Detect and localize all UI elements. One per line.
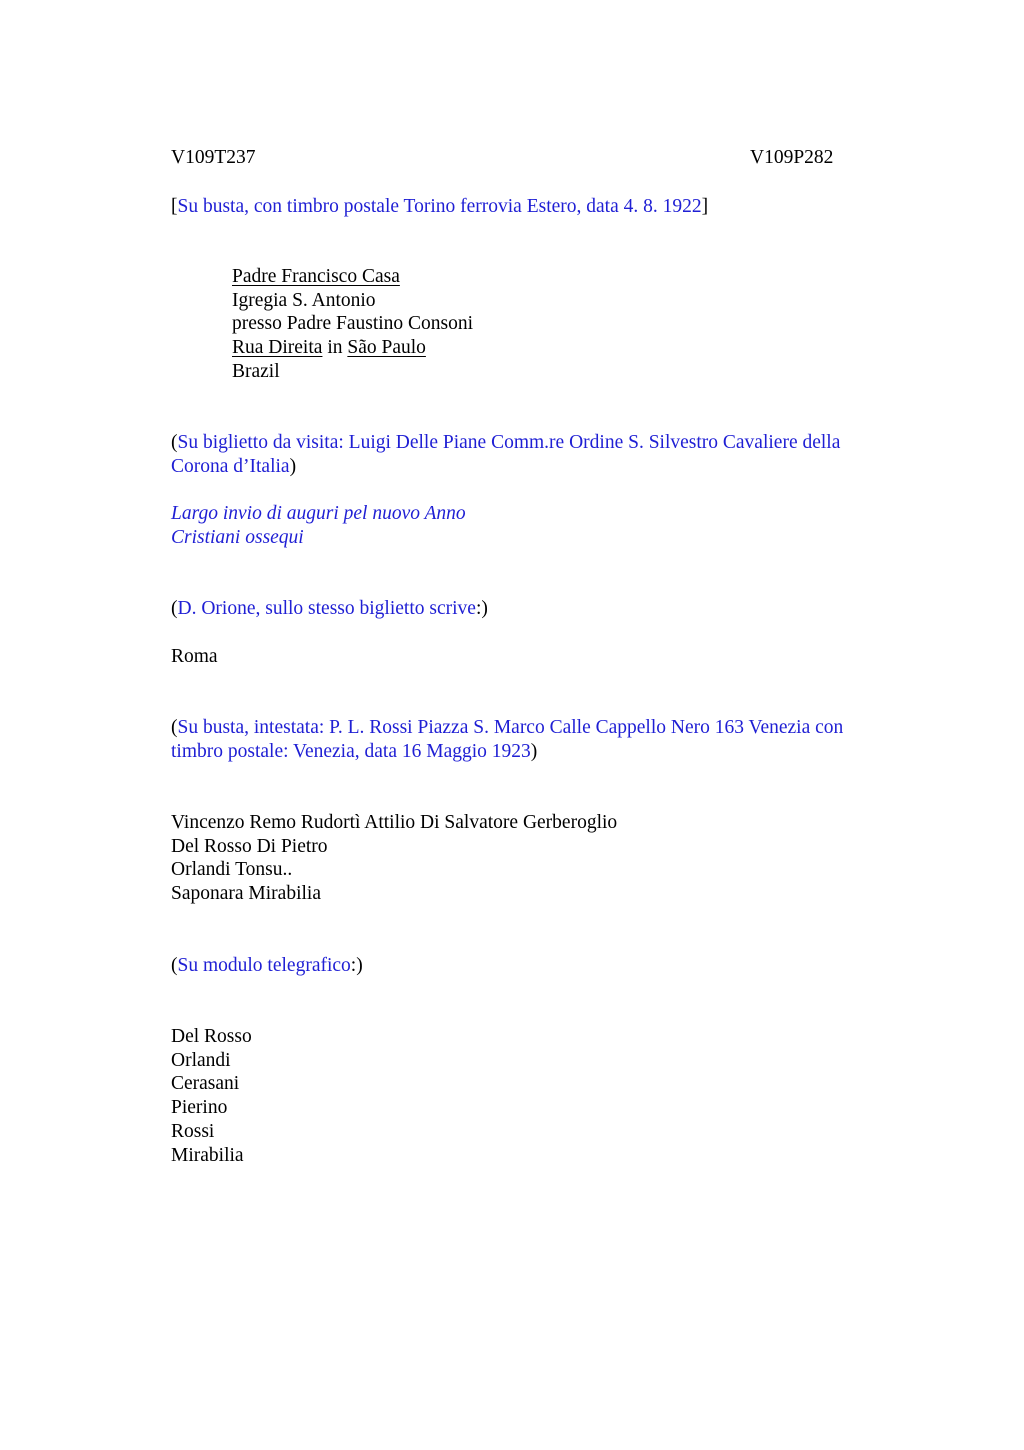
paren-close: :) <box>350 955 363 976</box>
list-item: Rossi <box>171 1120 215 1142</box>
document-code-right: V109P282 <box>750 147 834 168</box>
orione-note <box>171 597 488 621</box>
visiting-card-note-line-2: Corona d’Italia <box>171 455 290 477</box>
paren-open: ( <box>171 432 178 453</box>
list-item: Saponara Mirabilia <box>171 883 321 905</box>
list-item: Orlandi <box>171 1049 231 1071</box>
list-item: Mirabilia <box>171 1144 244 1166</box>
list-item: Del Rosso <box>171 1026 252 1047</box>
greeting-line-1: Largo invio di auguri pel nuovo Anno <box>171 503 466 524</box>
address-city: São Paulo <box>347 337 426 359</box>
address-line-2: Igregia S. Antonio <box>232 289 376 311</box>
orione-note-text: D. Orione, sullo stesso biglietto scrive <box>177 598 476 619</box>
envelope-note <box>171 195 708 219</box>
greeting-block <box>171 502 466 549</box>
bracket-close: ] <box>701 196 709 217</box>
bracket-open: [ <box>171 196 178 217</box>
envelope-note-text: Su busta, con timbro postale Torino ferrovia Estero, data 4. 8. 1922 <box>177 196 702 217</box>
address-in: in <box>322 337 348 359</box>
paren-close: ) <box>289 455 297 477</box>
visiting-card-note-line-1: Su biglietto da visita: Luigi Delle Piane Comm.re Ordine S. Silvestro Cavaliere della <box>177 432 841 453</box>
telegraph-note-text: Su modulo telegrafico <box>177 955 351 976</box>
venezia-note-line-2: timbro postale: Venezia, data 16 Maggio 1923 <box>171 740 531 762</box>
address-block <box>232 265 473 384</box>
names-list-2 <box>171 1025 252 1167</box>
visiting-card-note <box>171 431 840 478</box>
place-name: Roma <box>171 646 218 667</box>
list-item: Orlandi Tonsu.. <box>171 859 293 881</box>
list-item: Cerasani <box>171 1073 240 1095</box>
address-street-line <box>232 336 473 360</box>
names-list-1 <box>171 811 617 906</box>
venezia-note-line-1: Su busta, intestata: P. L. Rossi Piazza S. Marco Calle Cappello Nero 163 Venezia con <box>177 717 844 738</box>
address-country: Brazil <box>232 360 280 382</box>
address-line-3: presso Padre Faustino Consoni <box>232 313 474 335</box>
paren-close: ) <box>530 740 538 762</box>
greeting-line-2: Cristiani ossequi <box>171 526 304 548</box>
telegraph-note <box>171 954 363 978</box>
document-code-left: V109T237 <box>171 147 256 168</box>
list-item: Vincenzo Remo Rudortì Attilio Di Salvatore Gerberoglio <box>171 812 618 833</box>
address-street: Rua Direita <box>232 337 323 359</box>
paren-open: ( <box>171 717 178 738</box>
paren-open: ( <box>171 955 178 976</box>
address-name: Padre Francisco Casa <box>232 266 400 287</box>
list-item: Del Rosso Di Pietro <box>171 835 328 857</box>
list-item: Pierino <box>171 1097 228 1119</box>
paren-open: ( <box>171 598 178 619</box>
venezia-envelope-note <box>171 716 843 763</box>
paren-close: :) <box>475 598 488 619</box>
